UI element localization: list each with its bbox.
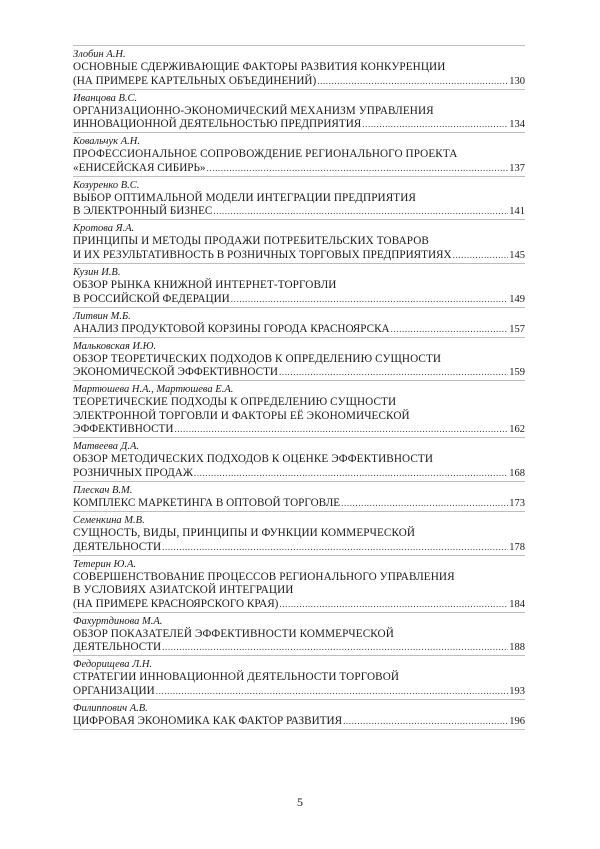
entry-title-line: СТРАТЕГИИ ИННОВАЦИОННОЙ ДЕЯТЕЛЬНОСТИ ТОРГОВОЙ	[73, 671, 400, 684]
entry-page-number: 130	[509, 75, 525, 87]
entry-title-end: РОЗНИЧНЫХ ПРОДАЖ	[73, 466, 193, 479]
entry-author: Злобин А.Н.	[73, 49, 126, 60]
entry-title-end: (НА ПРИМЕРЕ КРАСНОЯРСКОГО КРАЯ)	[73, 597, 279, 610]
toc-entry[interactable]	[73, 337, 525, 381]
entry-title-last-line	[73, 75, 525, 87]
entry-author: Семенкина М.В.	[73, 514, 145, 526]
entry-page-number: 184	[509, 598, 525, 610]
entry-title-end: ЭКОНОМИЧЕСКОЙ ЭФФЕКТИВНОСТИ	[73, 366, 278, 379]
entry-title-line: ЭЛЕКТРОННОЙ ТОРГОВЛИ И ФАКТОРЫ ЕЁ ЭКОНОМИЧЕСКОЙ	[73, 409, 410, 422]
entry-title-last-line	[73, 423, 525, 435]
entry-title-end: ДЕЯТЕЛЬНОСТИ	[73, 641, 162, 654]
entry-title-last-line	[73, 467, 525, 479]
toc-entry[interactable]	[73, 307, 525, 337]
entry-title-last-line	[73, 323, 525, 335]
entry-author: Матвеева Д.А.	[73, 441, 140, 453]
dot-leader	[343, 716, 508, 726]
entry-title-last-line	[73, 162, 525, 174]
toc-entry[interactable]	[73, 219, 525, 263]
entry-title-last-line	[73, 541, 525, 553]
entry-title-line: ОБЗОР ТЕОРЕТИЧЕСКИХ ПОДХОДОВ К ОПРЕДЕЛЕНИЮ СУЩНОСТИ	[73, 352, 442, 365]
entry-page-number: 145	[509, 249, 525, 261]
dot-leader	[174, 424, 508, 434]
entry-author: Плескач В.М.	[73, 484, 133, 496]
entry-title-end: ИННОВАЦИОННОЙ ДЕЯТЕЛЬНОСТЬЮ ПРЕДПРИЯТИЯ	[73, 118, 362, 131]
entry-title-last-line	[73, 118, 525, 130]
toc-entry[interactable]	[73, 612, 525, 656]
toc-entry[interactable]	[73, 89, 525, 133]
entry-author: Мартюшева Н.А., Мартюшева Е.А.	[73, 384, 234, 396]
entry-page-number: 141	[509, 206, 525, 218]
dot-leader	[231, 294, 508, 304]
entry-page-number: 137	[509, 162, 525, 174]
entry-page-number: 196	[509, 715, 525, 727]
entry-author: Иванцова В.С.	[73, 92, 138, 104]
entry-author: Федорищева Л.Н.	[73, 659, 153, 671]
entry-author: Литвин М.Б.	[73, 310, 131, 322]
toc-entry[interactable]	[73, 45, 525, 89]
dot-leader	[391, 324, 509, 334]
dot-leader	[341, 498, 508, 508]
entry-title-line: ВЫБОР ОПТИМАЛЬНОЙ МОДЕЛИ ИНТЕГРАЦИИ ПРЕДПРИЯТИЯ	[73, 191, 416, 204]
entry-title-end: АНАЛИЗ ПРОДУКТОВОЙ КОРЗИНЫ ГОРОДА КРАСНОЯРСКА	[73, 322, 390, 335]
entry-title-line: ОБЗОР ПОКАЗАТЕЛЕЙ ЭФФЕКТИВНОСТИ КОММЕРЧЕСКОЙ	[73, 627, 394, 640]
entry-page-number: 193	[509, 685, 525, 697]
entry-title-end: И ИХ РЕЗУЛЬТАТИВНОСТЬ В РОЗНИЧНЫХ ТОРГОВЫХ ПРЕДПРИЯТИЯХ	[73, 248, 452, 261]
entry-page-number: 159	[509, 367, 525, 379]
entry-title-end: «ЕНИСЕЙСКАЯ СИБИРЬ»	[73, 161, 206, 174]
entry-title-line: ПРИНЦИПЫ И МЕТОДЫ ПРОДАЖИ ПОТРЕБИТЕЛЬСКИХ ТОВАРОВ	[73, 235, 429, 248]
entry-author: Фахуртдинова М.А.	[73, 615, 163, 627]
dot-leader	[207, 163, 509, 173]
dot-leader	[279, 367, 508, 377]
entry-title-end: КОМПЛЕКС МАРКЕТИНГА В ОПТОВОЙ ТОРГОВЛЕ	[73, 496, 341, 509]
toc-entry[interactable]	[73, 437, 525, 481]
entry-title-line: СУЩНОСТЬ, ВИДЫ, ПРИНЦИПЫ И ФУНКЦИИ КОММЕРЧЕСКОЙ	[73, 526, 416, 539]
entry-page-number: 157	[509, 323, 525, 335]
toc-entry[interactable]	[73, 555, 525, 612]
toc-entry[interactable]	[73, 176, 525, 220]
entry-title-last-line	[73, 249, 525, 261]
toc-entry[interactable]	[73, 511, 525, 555]
entry-title-line: ОБЗОР РЫНКА КНИЖНОЙ ИНТЕРНЕТ-ТОРГОВЛИ	[73, 278, 337, 291]
entry-page-number: 162	[509, 424, 525, 436]
dot-leader	[362, 119, 508, 129]
toc-entry[interactable]	[73, 655, 525, 699]
entry-title-last-line	[73, 715, 525, 727]
entry-title-end: ОРГАНИЗАЦИИ	[73, 684, 155, 697]
entry-title-last-line	[73, 205, 525, 217]
entry-author: Тетерин Ю.А.	[73, 558, 137, 570]
entry-title-line: ТЕОРЕТИЧЕСКИЕ ПОДХОДЫ К ОПРЕДЕЛЕНИЮ СУЩНОСТИ	[73, 396, 397, 409]
entry-title-line: ОСНОВНЫЕ СДЕРЖИВАЮЩИЕ ФАКТОРЫ РАЗВИТИЯ КОНКУРЕНЦИИ	[73, 61, 446, 73]
dot-leader	[213, 206, 508, 216]
entry-title-last-line	[73, 293, 525, 305]
entry-title-line: ОРГАНИЗАЦИОННО-ЭКОНОМИЧЕСКИЙ МЕХАНИЗМ УПРАВЛЕНИЯ	[73, 104, 434, 117]
toc-entry[interactable]	[73, 380, 525, 437]
table-of-contents	[73, 45, 525, 730]
entry-author: Кузин И.В.	[73, 266, 121, 278]
dot-leader	[162, 642, 508, 652]
entry-title-line: ОБЗОР МЕТОДИЧЕСКИХ ПОДХОДОВ К ОЦЕНКЕ ЭФФЕКТИВНОСТИ	[73, 453, 434, 466]
entry-title-last-line	[73, 685, 525, 697]
toc-entry[interactable]	[73, 132, 525, 176]
entry-author: Мальковская И.Ю.	[73, 340, 157, 352]
dot-leader	[279, 599, 508, 609]
entry-author: Филиппович А.В.	[73, 702, 148, 714]
entry-title-end: (НА ПРИМЕРЕ КАРТЕЛЬНЫХ ОБЪЕДИНЕНИЙ)	[73, 74, 317, 87]
entry-title-last-line	[73, 366, 525, 378]
entry-page-number: 134	[509, 119, 525, 131]
entry-title-line: ПРОФЕССИОНАЛЬНОЕ СОПРОВОЖДЕНИЕ РЕГИОНАЛЬНОГО ПРОЕКТА	[73, 148, 458, 161]
toc-entry[interactable]	[73, 481, 525, 511]
page-number: 5	[297, 795, 303, 809]
entry-page-number: 188	[509, 642, 525, 654]
entry-page-number: 173	[509, 497, 525, 509]
entry-author: Ковальчук А.Н.	[73, 136, 140, 148]
entry-author: Козуренко В.С.	[73, 179, 140, 191]
entry-title-line: СОВЕРШЕНСТВОВАНИЕ ПРОЦЕССОВ РЕГИОНАЛЬНОГО УПРАВЛЕНИЯ	[73, 570, 455, 583]
dot-leader	[317, 76, 508, 86]
toc-entry[interactable]	[73, 263, 525, 307]
entry-author: Кротова Я.А.	[73, 223, 135, 235]
entry-title-end: В ЭЛЕКТРОННЫЙ БИЗНЕС	[73, 205, 213, 218]
entry-page-number: 149	[509, 293, 525, 305]
entry-title-last-line	[73, 497, 525, 509]
dot-leader	[453, 250, 509, 260]
entry-title-last-line	[73, 598, 525, 610]
entry-title-end: В РОССИЙСКОЙ ФЕДЕРАЦИИ	[73, 292, 230, 305]
dot-leader	[156, 686, 509, 696]
entry-title-last-line	[73, 641, 525, 653]
dot-leader	[194, 468, 508, 478]
entry-title-line: В УСЛОВИЯХ АЗИАТСКОЙ ИНТЕГРАЦИИ	[73, 584, 294, 597]
entry-title-end: ДЕЯТЕЛЬНОСТИ	[73, 540, 162, 553]
entry-title-end: ЭФФЕКТИВНОСТИ	[73, 423, 174, 436]
dot-leader	[162, 542, 508, 552]
entry-page-number: 178	[509, 541, 525, 553]
entry-title-end: ЦИФРОВАЯ ЭКОНОМИКА КАК ФАКТОР РАЗВИТИЯ	[73, 714, 343, 727]
entry-page-number: 168	[509, 467, 525, 479]
toc-entry[interactable]	[73, 699, 525, 729]
